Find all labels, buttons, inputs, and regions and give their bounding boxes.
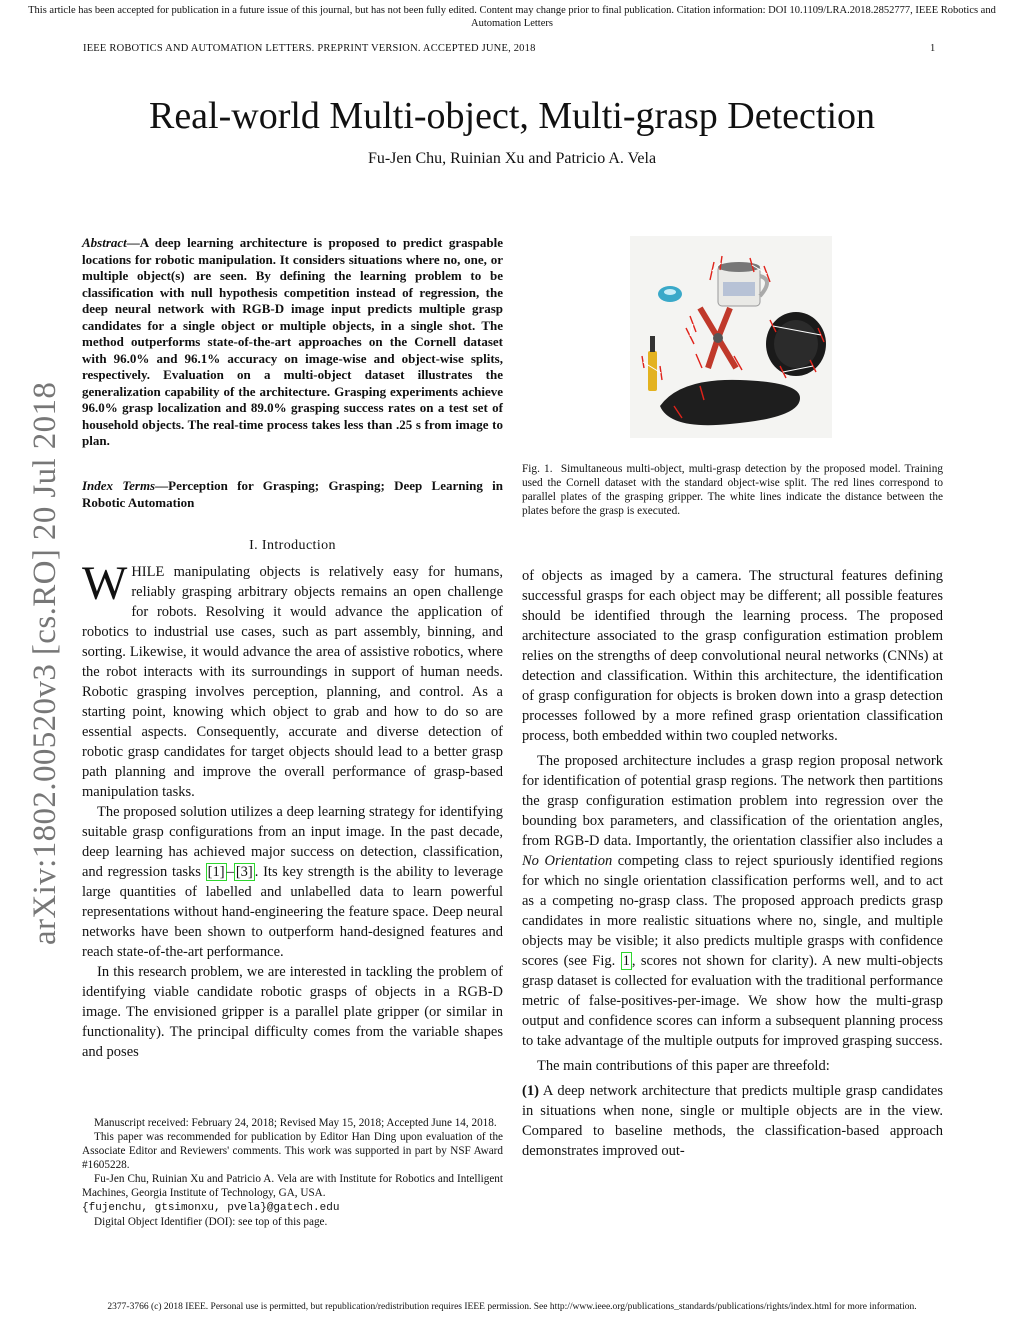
grasp-scene-illustration bbox=[630, 236, 832, 438]
figure-1-caption bbox=[522, 462, 943, 518]
arxiv-stamp: arXiv:1802.00520v3 [cs.RO] 20 Jul 2018 bbox=[27, 381, 63, 945]
contribution-number: (1) bbox=[522, 1083, 539, 1099]
right-paragraph-2a: The proposed architecture includes a grasp region proposal network for identification of potential grasp regions. The network then partitions the grasp configuration estimation problem into regression over the bounding box parameters, and classification of the orientation angles, from RGB-D data. Importantly, the orientation classifier also includes a bbox=[522, 753, 943, 849]
drop-cap: W bbox=[82, 557, 128, 610]
copyright-footer: 2377-3766 (c) 2018 IEEE. Personal use is permitted, but republication/redistribution requires IEEE permission. See http://www.ieee.org/publications_standards/publications/rights/index.html for more information. bbox=[107, 1302, 917, 1312]
no-orientation-term: No Orientation bbox=[522, 853, 613, 869]
figure-label: Fig. 1. bbox=[522, 463, 553, 475]
right-paragraph-2c: , scores not shown for clarity). A new multi-objects grasp dataset is collected for evaluation with the traditional performance metric of false-positives-per-image. We show how the multi-grasp output and confidence scores can inform a subsequent planning process to take advantage of the multiple outputs for improved grasping success. bbox=[522, 953, 943, 1049]
running-title: IEEE ROBOTICS AND AUTOMATION LETTERS. PREPRINT VERSION. ACCEPTED JUNE, 2018 bbox=[83, 43, 536, 54]
abstract bbox=[82, 235, 503, 450]
index-terms bbox=[82, 478, 503, 511]
citation-link[interactable]: [1] bbox=[207, 864, 225, 880]
paper-authors: Fu-Jen Chu, Ruinian Xu and Patricio A. Vela bbox=[367, 150, 657, 167]
screwdriver bbox=[648, 351, 657, 391]
citation-link[interactable]: [3] bbox=[235, 864, 253, 880]
footnote-emails: {fujenchu, gtsimonxu, pvela}@gatech.edu bbox=[82, 1202, 340, 1214]
page-number: 1 bbox=[930, 43, 936, 54]
footnotes bbox=[82, 1116, 503, 1229]
footnote-affiliation: Fu-Jen Chu, Ruinian Xu and Patricio A. Vela are with Institute for Robotics and Intelligent Machines, Georgia Institute of Technology, GA, USA. bbox=[82, 1173, 503, 1199]
section-heading: I. Introduction bbox=[249, 538, 336, 553]
right-column-body bbox=[522, 566, 943, 1161]
footnote-received: Manuscript received: February 24, 2018; Revised May 15, 2018; Accepted June 14, 2018. bbox=[94, 1117, 497, 1129]
right-paragraph-1: of objects as imaged by a camera. The structural features defining successful grasps for each object may be different; all possible features should be identified through the learning process. The proposed architecture associated to the grasp configuration estimation problem relies on the strengths of deep convolutional neural networks (CNNs) at detection and classification. Within this architecture, the identification of grasp configuration for objects is broken down into a grasp detection processes followed by a more refined grasp orientation classification process, both embedded within two coupled networks. bbox=[522, 568, 943, 744]
right-paragraph-4: A deep network architecture that predicts multiple grasp candidates in situations when none, single or multiple objects are in the view. Compared to baseline methods, the classification-based approach demonstrates improved out- bbox=[522, 1083, 943, 1159]
intro-paragraph-2b: . Its key strength is the ability to leverage large quantities of labelled and unlabelled data to learn powerful representations without hand-engineering the feature space. Deep neural networks have been shown to outperform hand-designed features and reach state-of-the-art performance. bbox=[82, 864, 503, 960]
citation-dash: – bbox=[226, 864, 234, 880]
footnote-editor: This paper was recommended for publication by Editor Han Ding upon evaluation of the Associate Editor and Reviewers' comments. This work was supported in part by NSF Award #1605228. bbox=[82, 1131, 503, 1171]
intro-paragraph-2a: The proposed solution utilizes a deep learning strategy for identifying suitable grasp configurations from an input image. In the past decade, deep learning has achieved major success on detection, classification, and regression tasks bbox=[82, 804, 503, 880]
abstract-text: —A deep learning architecture is proposed to predict graspable locations for robotic manipulation. It considers situations where no, one, or multiple object(s) are seen. By defining the learning problem to be classification with null hypothesis competition instead of regression, the deep neural network with RGB-D image input predicts multiple grasp candidates for a single object or multiple objects, in a single shot. The method outperforms state-of-the-art approaches on the Cornell dataset with 96.0% and 96.1% accuracy on image-wise and object-wise splits, respectively. Evaluation on a multi-object dataset illustrates the generalization capability of the architecture. Grasping experiments achieve 96.0% grasp localization and 89.0% grasping success rates on a test set of household objects. The real-time process takes less than .25 s from image to plan. bbox=[82, 235, 503, 448]
index-terms-label: Index Terms bbox=[82, 478, 156, 493]
intro-paragraph-3: In this research problem, we are interested in tackling the problem of identifying viable candidate robotic grasps of objects in a RGB-D image. The envisioned gripper is a parallel plate gripper (or similar in functionality). The principal difficulty comes from the variable shapes and poses bbox=[82, 964, 503, 1060]
publication-notice: This article has been accepted for publication in a future issue of this journal, but has not been fully edited. Content may change prior to final publication. Citation information: DOI 10.1109/LRA.2018.2852777, IEEE Robotics and Automation Letters bbox=[28, 5, 996, 29]
right-paragraph-3: The main contributions of this paper are threefold: bbox=[537, 1058, 830, 1074]
abstract-label: Abstract bbox=[82, 235, 127, 250]
left-column-body bbox=[82, 557, 503, 1062]
index-terms-text: —Perception for Grasping; Grasping; Deep Learning in Robotic Automation bbox=[82, 478, 503, 510]
figure-caption-text: Simultaneous multi-object, multi-grasp detection by the proposed model. Training used the Cornell dataset with the standard object-wise split. The red lines correspond to parallel plates of the grasping gripper. The white lines indicate the distance between the plates before the grasp is executed. bbox=[522, 463, 943, 517]
intro-paragraph-1: HILE manipulating objects is relatively easy for humans, reliably grasping arbitrary objects remains an open challenge for robots. Resolving it would advance the application of robotics to industrial use cases, such as part assembly, binning, and sorting. Likewise, it would advance the area of assistive robotics, where the robot interacts with its surroundings in support of human needs. Robotic grasping involves perception, planning, and control. As a starting point, knowing which object to grab and how to do so are essential aspects. Consequently, accurate and diverse detection of robotic grasp candidates for target objects should lead to a better grasp path planning and improve the overall performance of grasp-based manipulation tasks. bbox=[82, 564, 503, 800]
paper-title: Real-world Multi-object, Multi-grasp Detection bbox=[148, 95, 876, 137]
footnote-doi: Digital Object Identifier (DOI): see top of this page. bbox=[94, 1216, 328, 1228]
figure-1-image bbox=[630, 236, 832, 438]
figure-ref-link[interactable]: 1 bbox=[622, 953, 630, 969]
right-paragraph-2b: competing class to reject spuriously identified regions for which no single orientation classification performs well, and to act as a competing no-grasp class. The proposed approach predicts grasp candidates in more realistic situations where no, single, and multiple objects may be visible; it also predicts multiple grasps with confidence scores (see Fig. bbox=[522, 853, 943, 969]
